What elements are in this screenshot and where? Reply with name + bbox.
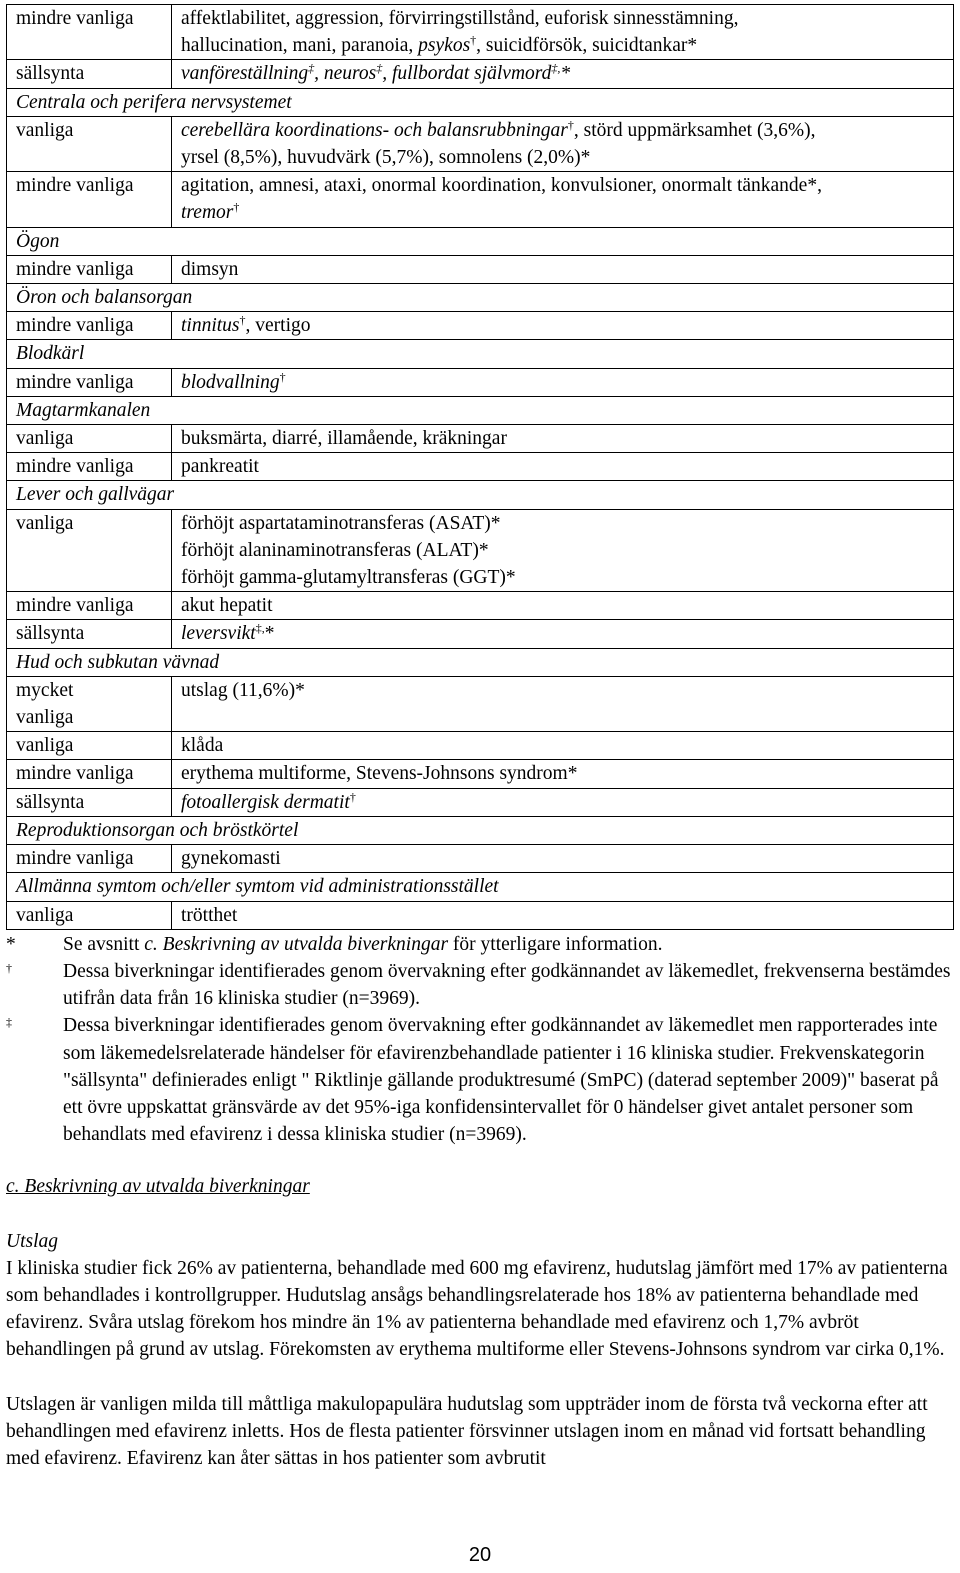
- footnote-mark: †: [349, 789, 356, 804]
- footnote-text-part: för ytterligare information.: [448, 933, 663, 955]
- frequency-cell: mindre vanliga: [7, 5, 172, 60]
- reaction-text: , suicidförsök, suicidtankar*: [476, 35, 698, 57]
- table-row: [7, 5, 954, 60]
- section-row: [7, 340, 954, 368]
- footnote-symbol: *: [6, 933, 16, 955]
- footnote-mark: †: [470, 33, 477, 48]
- reaction-text: blodvallning: [181, 371, 280, 393]
- section-row: [7, 88, 954, 116]
- reaction-text: vanföreställning: [181, 63, 309, 85]
- frequency-cell: vanliga: [7, 732, 172, 760]
- footnote-text: [63, 931, 954, 958]
- section-reference: c. Beskrivning av utvalda biverkningar: [144, 933, 449, 955]
- subsection-heading: Utslag: [6, 1230, 59, 1252]
- reaction-cell: [172, 312, 954, 340]
- section-heading: Reproduktionsorgan och bröstkörtel: [7, 816, 954, 844]
- frequency-cell: sällsynta: [7, 788, 172, 816]
- reaction-text: affektlabilitet, aggression, förvirringstillstånd, euforisk sinnesstämning,: [181, 8, 739, 29]
- reaction-cell: [172, 788, 954, 816]
- footnote-asterisk: [6, 931, 954, 958]
- reaction-text: cerebellära koordinations- och balansrubbningar: [181, 119, 568, 141]
- spacer: [6, 1364, 954, 1391]
- reaction-cell: [172, 172, 954, 227]
- reaction-text: förhöjt gamma-glutamyltransferas (GGT)*: [181, 567, 516, 589]
- table-row: [7, 788, 954, 816]
- document-page: [6, 4, 954, 1472]
- reaction-text: *: [264, 623, 275, 645]
- footnote-mark: ‡,: [551, 61, 561, 76]
- footnote-mark: ‡: [308, 61, 315, 76]
- reaction-cell: [172, 509, 954, 592]
- reaction-text: psykos: [418, 35, 471, 57]
- section-heading: Centrala och perifera nervsystemet: [7, 88, 954, 116]
- section-row: [7, 648, 954, 676]
- table-row: [7, 255, 954, 283]
- section-c: [6, 1173, 954, 1472]
- section-row: [7, 284, 954, 312]
- reaction-cell: buksmärta, diarré, illamående, kräkningar: [172, 425, 954, 453]
- table-row: [7, 116, 954, 171]
- section-row: [7, 481, 954, 509]
- reaction-cell: dimsyn: [172, 255, 954, 283]
- section-heading: Lever och gallvägar: [7, 481, 954, 509]
- section-row: [7, 816, 954, 844]
- frequency-cell: vanliga: [7, 509, 172, 592]
- table-row: [7, 368, 954, 396]
- footnote-text-part: Se avsnitt: [63, 933, 145, 955]
- reaction-cell: utslag (11,6%)*: [172, 676, 954, 731]
- reaction-cell: pankreatit: [172, 453, 954, 481]
- footnote-mark: †: [233, 200, 240, 215]
- reaction-cell: erythema multiforme, Stevens-Johnsons syndrom*: [172, 760, 954, 788]
- table-row: [7, 592, 954, 620]
- reaction-cell: [172, 620, 954, 648]
- table-row: [7, 676, 954, 731]
- table-row: [7, 732, 954, 760]
- table-row: [7, 60, 954, 88]
- reaction-text: , fullbordat självmord: [382, 63, 552, 85]
- reaction-cell: [172, 368, 954, 396]
- frequency-cell: sällsynta: [7, 620, 172, 648]
- footnote-mark: ‡: [376, 61, 383, 76]
- table-row: [7, 453, 954, 481]
- footnote-mark: †: [567, 117, 574, 132]
- reaction-text: *: [560, 63, 571, 85]
- reaction-text: yrsel (8,5%), huvudvärk (5,7%), somnolens (2,0%)*: [181, 147, 591, 169]
- footnotes: [6, 931, 954, 1149]
- section-heading: Öron och balansorgan: [7, 284, 954, 312]
- frequency-text: vanliga: [16, 707, 74, 729]
- section-row: [7, 396, 954, 424]
- table-row: [7, 425, 954, 453]
- reaction-text: hallucination, mani, paranoia,: [181, 35, 419, 57]
- frequency-cell: sällsynta: [7, 60, 172, 88]
- table-row: [7, 901, 954, 929]
- section-row: [7, 227, 954, 255]
- reaction-text: , neuros: [314, 63, 377, 85]
- footnote-mark: †: [279, 369, 286, 384]
- page-number: 20: [468, 1544, 492, 1566]
- frequency-cell: mindre vanliga: [7, 172, 172, 227]
- footnote-double-dagger: [6, 1012, 954, 1148]
- footnote-text: Dessa biverkningar identifierades genom övervakning efter godkännandet av läkemedlet men rapporterades inte som läkemedelsrelaterade händelser för efavirenzbehandlade patienter i 16 kliniska studier. Frekvenskategorin "sällsynta" definierades enligt " Riktlinje gällande produktresumé (SmPC) (daterad september 2009)" baserat på ett övre uppskattat gränsvärde av det 95%-iga konfidensintervallet för 0 händelser givet antalet personer som behandlats med efavirenz i dessa kliniska studier (n=3969).: [63, 1015, 939, 1146]
- reaction-cell: [172, 116, 954, 171]
- frequency-cell: mindre vanliga: [7, 592, 172, 620]
- reaction-text: tinnitus: [181, 315, 240, 337]
- footnote-text: Dessa biverkningar identifierades genom övervakning efter godkännandet av läkemedlet, frekvenserna bestämdes utifrån data från 16 kliniska studier (n=3969).: [63, 960, 951, 1010]
- footnote-mark: †: [239, 313, 246, 328]
- reaction-cell: gynekomasti: [172, 845, 954, 873]
- paragraph: I kliniska studier fick 26% av patienterna, behandlade med 600 mg efavirenz, hudutslag jämfört med 17% av patienterna som behandlades i kontrollgrupper. Hudutslag ansågs behandlingsrelaterade hos 18% av patienterna behandlade med efavirenz. Svåra utslag förekom hos mindre än 1% av patienterna behandlade med efavirenz och 1,7% avbröt behandlingen på grund av utslag. Förekomsten av erythema multiforme eller Stevens-Johnsons syndrom var cirka 0,1%.: [6, 1257, 948, 1361]
- section-heading: Ögon: [7, 227, 954, 255]
- frequency-cell: mindre vanliga: [7, 255, 172, 283]
- reaction-cell: klåda: [172, 732, 954, 760]
- reaction-text: , störd uppmärksamhet (3,6%),: [573, 119, 816, 141]
- footnote-dagger: [6, 958, 954, 1012]
- reaction-text: agitation, amnesi, ataxi, onormal koordination, konvulsioner, onormalt tänkande*,: [181, 175, 822, 197]
- frequency-cell: mindre vanliga: [7, 453, 172, 481]
- table-row: [7, 620, 954, 648]
- frequency-text: mycket: [16, 679, 74, 701]
- frequency-cell: [7, 676, 172, 731]
- section-heading: Allmänna symtom och/eller symtom vid administrationsstället: [7, 873, 954, 901]
- reaction-cell: trötthet: [172, 901, 954, 929]
- reaction-cell: akut hepatit: [172, 592, 954, 620]
- section-heading: c. Beskrivning av utvalda biverkningar: [6, 1176, 310, 1198]
- spacer: [6, 1201, 954, 1228]
- reaction-text: förhöjt alaninaminotransferas (ALAT)*: [181, 539, 489, 561]
- section-row: [7, 873, 954, 901]
- reaction-text: , vertigo: [245, 315, 311, 337]
- reaction-cell: [172, 60, 954, 88]
- reaction-text: fotoallergisk dermatit: [181, 791, 350, 813]
- paragraph: Utslagen är vanligen milda till måttliga makulopapulära hudutslag som uppträder inom de första två veckorna efter att behandlingen med efavirenz inletts. Hos de flesta patienter försvinner utslagen inom en månad vid fortsatt behandling med efavirenz. Efavirenz kan åter sättas in hos patienter som avbrutit: [6, 1393, 928, 1469]
- frequency-cell: mindre vanliga: [7, 312, 172, 340]
- frequency-cell: mindre vanliga: [7, 845, 172, 873]
- section-heading: Magtarmkanalen: [7, 396, 954, 424]
- adverse-reactions-table: [6, 4, 954, 930]
- frequency-cell: mindre vanliga: [7, 368, 172, 396]
- frequency-cell: vanliga: [7, 901, 172, 929]
- frequency-cell: vanliga: [7, 425, 172, 453]
- footnote-symbol: [6, 1012, 63, 1148]
- section-heading: Blodkärl: [7, 340, 954, 368]
- double-dagger-mark: ‡: [6, 1015, 12, 1030]
- table-row: [7, 760, 954, 788]
- table-row: [7, 845, 954, 873]
- table-row: [7, 509, 954, 592]
- frequency-cell: vanliga: [7, 116, 172, 171]
- table-row: [7, 312, 954, 340]
- footnote-symbol: [6, 958, 63, 1012]
- reaction-text: tremor: [181, 202, 234, 224]
- dagger-mark: †: [6, 960, 12, 975]
- reaction-text: förhöjt aspartataminotransferas (ASAT)*: [181, 512, 501, 534]
- footnote-mark: ‡,: [255, 621, 265, 636]
- frequency-cell: mindre vanliga: [7, 760, 172, 788]
- section-heading: Hud och subkutan vävnad: [7, 648, 954, 676]
- section-heading-line: [6, 1173, 954, 1200]
- reaction-text: leversvikt: [181, 623, 256, 645]
- table-row: [7, 172, 954, 227]
- reaction-cell: [172, 5, 954, 60]
